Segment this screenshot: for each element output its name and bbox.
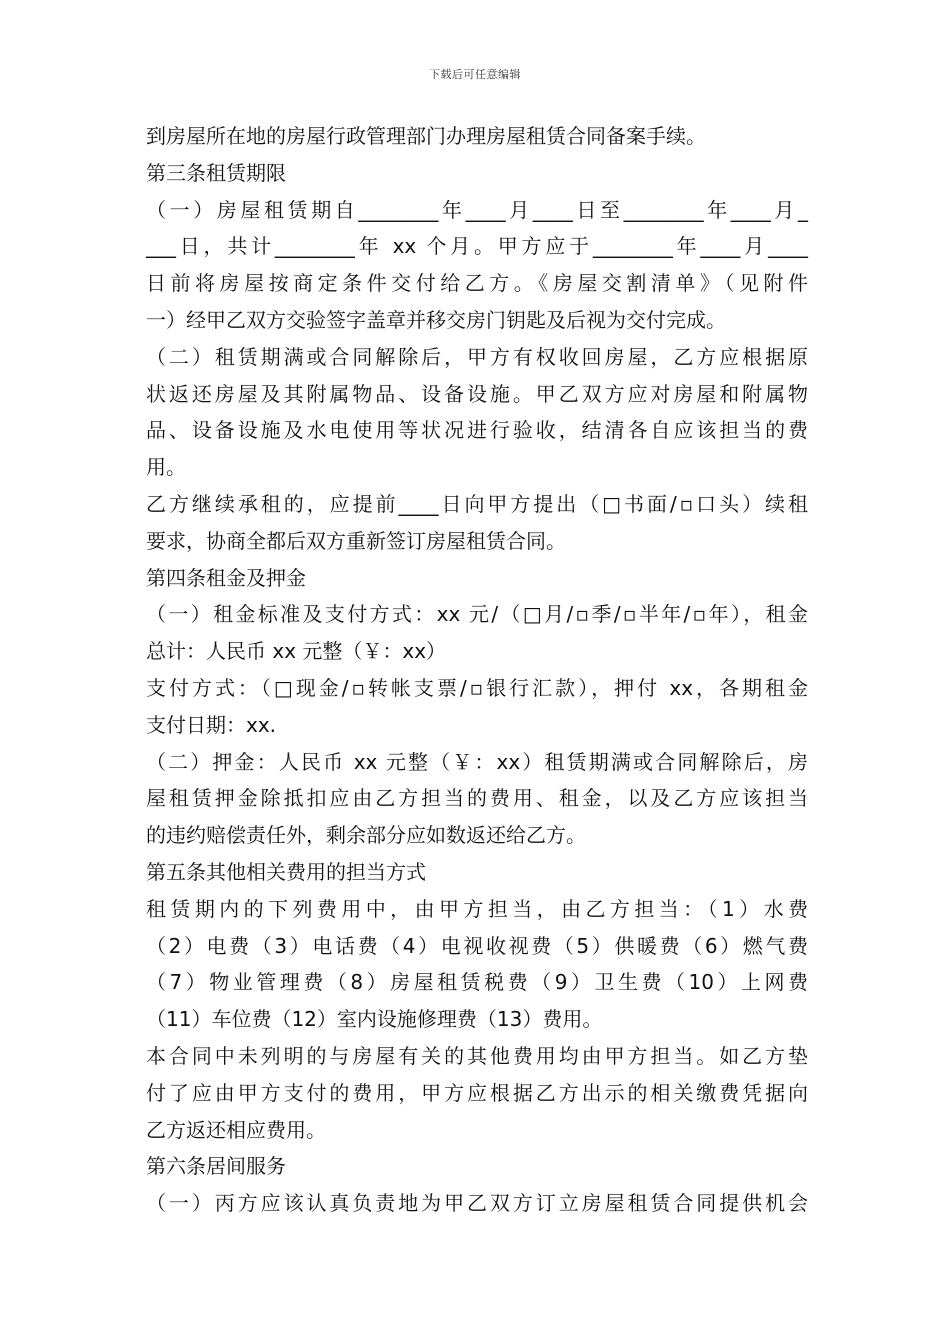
text-line: 第四条租金及押金 (146, 565, 306, 590)
text-line: 租赁期内的下列费用中，由甲方担当，由乙方担当：（1）水费 (146, 896, 808, 921)
text-line: 付了应由甲方支付的费用，甲方应根据乙方出示的相关缴费凭据向 (146, 1080, 808, 1105)
text-line: 乙方继续承租的，应提前____日向甲方提出（□书面/▫口头）续租 (146, 491, 808, 516)
text-line: ___日，共计________年 xx 个月。甲方应于________年____月____ (146, 234, 808, 259)
text-line: 屋租赁押金除抵扣应由乙方担当的费用、租金，以及乙方应该担当 (146, 786, 808, 811)
text-line: 用。 (146, 455, 186, 480)
text-line: 品、设备设施及水电使用等状况进行验收，结清各自应该担当的费 (146, 418, 808, 443)
text-line: 日前将房屋按商定条件交付给乙方。《房屋交割清单》（见附件 (146, 271, 808, 296)
text-line: （2）电费（3）电话费（4）电视收视费（5）供暖费（6）燃气费 (146, 933, 808, 958)
text-line: （11）车位费（12）室内设施修理费（13）费用。 (146, 1007, 603, 1032)
contract-body (146, 118, 808, 1222)
text-line: （二）押金：人民币 xx 元整（￥：xx）租赁期满或合同解除后，房 (146, 749, 808, 774)
text-line: 乙方返还相应费用。 (146, 1117, 326, 1142)
text-line: 要求，协商全都后双方重新签订房屋租赁合同。 (146, 528, 566, 553)
text-line: 总计：人民币 xx 元整（￥：xx） (146, 639, 447, 664)
text-line: 到房屋所在地的房屋行政管理部门办理房屋租赁合同备案手续。 (146, 124, 706, 148)
text-line: （7）物业管理费（8）房屋租赁税费（9）卫生费（10）上网费 (146, 970, 808, 995)
text-line: 第五条其他相关费用的担当方式 (146, 859, 426, 884)
page-header: 下载后可任意编辑 (429, 68, 521, 81)
text-line: 的违约赔偿责任外，剩余部分应如数返还给乙方。 (146, 823, 586, 848)
text-line: 本合同中未列明的与房屋有关的其他费用均由甲方担当。如乙方垫 (146, 1043, 808, 1068)
text-line: 一）经甲乙双方交验签字盖章并移交房门钥匙及后视为交付完成。 (146, 307, 726, 332)
text-line: 第六条居间服务 (146, 1154, 286, 1179)
text-line: 支付日期：xx. (146, 712, 277, 737)
text-line: （二）租赁期满或合同解除后，甲方有权收回房屋，乙方应根据原 (146, 344, 808, 369)
text-line: （一）房屋租赁期自________年____月____日至________年____月_ (146, 197, 808, 222)
text-line: （一）丙方应该认真负责地为甲乙双方订立房屋租赁合同提供机会 (146, 1191, 808, 1216)
text-line: 支付方式：（□现金/▫转帐支票/▫银行汇款），押付 xx，各期租金 (146, 675, 808, 700)
text-line: （一）租金标准及支付方式：xx 元/（□月/▫季/▫半年/▫年），租金 (146, 602, 808, 627)
text-line: 第三条租赁期限 (146, 160, 286, 185)
text-line: 状返还房屋及其附属物品、设备设施。甲乙双方应对房屋和附属物 (146, 381, 808, 406)
